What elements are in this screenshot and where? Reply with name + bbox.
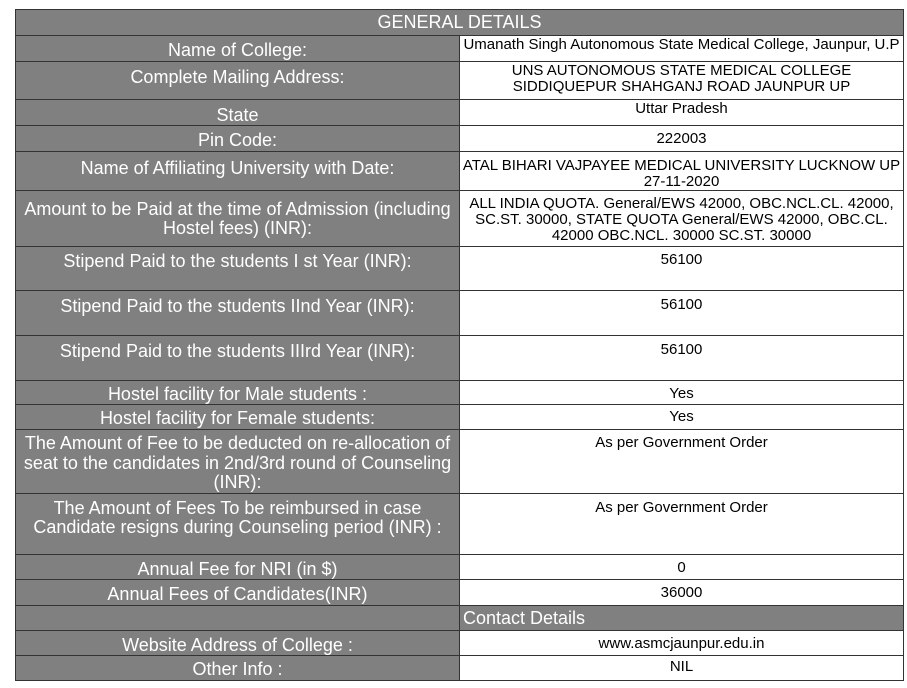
stipend-year3-value: 56100 [460,335,904,380]
annual-fee-value: 36000 [460,580,904,606]
hostel-male-label: Hostel facility for Male students : [16,380,460,405]
resign-reimburse-value: As per Government Order [460,493,904,554]
nri-fee-value: 0 [460,554,904,580]
table-row [16,430,904,494]
reallocation-fee-value: As per Government Order [460,430,904,494]
table-row [16,61,904,99]
state-label: State [16,99,460,126]
stipend-year3-label: Stipend Paid to the students IIIrd Year (INR): [16,335,460,380]
table-row [16,126,904,152]
pin-code-value: 222003 [460,126,904,152]
contact-header-row [16,605,904,630]
section-title: GENERAL DETAILS [16,10,904,36]
stipend-year1-value: 56100 [460,246,904,290]
contact-header-spacer [16,605,460,630]
pin-code-label: Pin Code: [16,126,460,152]
table-row [16,656,904,681]
table-row [16,380,904,405]
table-row [16,190,904,246]
table-row [16,405,904,430]
table-row [16,630,904,656]
nri-fee-label: Annual Fee for NRI (in $) [16,554,460,580]
mailing-address-label: Complete Mailing Address: [16,61,460,99]
table-row [16,580,904,606]
other-info-label: Other Info : [16,656,460,681]
stipend-year1-label: Stipend Paid to the students I st Year (INR): [16,246,460,290]
table-row [16,493,904,554]
college-name-label: Name of College: [16,36,460,62]
admission-amount-value: ALL INDIA QUOTA. General/EWS 42000, OBC.NCL.CL. 42000, SC.ST. 30000, STATE QUOTA General/EWS 42000, OBC.CL. 42000 OBC.NCL. 30000 SC.ST. 30000 [460,190,904,246]
table-row [16,246,904,290]
affiliating-university-label: Name of Affiliating University with Date: [16,151,460,190]
website-value: www.asmcjaunpur.edu.in [460,630,904,656]
affiliating-university-value: ATAL BIHARI VAJPAYEE MEDICAL UNIVERSITY LUCKNOW UP 27-11-2020 [460,151,904,190]
table-row [16,151,904,190]
hostel-female-value: Yes [460,405,904,430]
table-row [16,554,904,580]
annual-fee-label: Annual Fees of Candidates(INR) [16,580,460,606]
stipend-year2-label: Stipend Paid to the students IInd Year (INR): [16,290,460,335]
table-row [16,36,904,62]
contact-section-title: Contact Details [460,605,904,630]
table-row [16,335,904,380]
college-name-value: Umanath Singh Autonomous State Medical College, Jaunpur, U.P [460,36,904,62]
hostel-female-label: Hostel facility for Female students: [16,405,460,430]
resign-reimburse-label: The Amount of Fees To be reimbursed in case Candidate resigns during Counseling period (INR) : [16,493,460,554]
mailing-address-value: UNS AUTONOMOUS STATE MEDICAL COLLEGE SIDDIQUEPUR SHAHGANJ ROAD JAUNPUR UP [460,61,904,99]
table-row [16,99,904,126]
state-value: Uttar Pradesh [460,99,904,126]
website-label: Website Address of College : [16,630,460,656]
other-info-value: NIL [460,656,904,681]
table-row [16,290,904,335]
hostel-male-value: Yes [460,380,904,405]
stipend-year2-value: 56100 [460,290,904,335]
table-header-row [16,10,904,36]
admission-amount-label: Amount to be Paid at the time of Admission (including Hostel fees) (INR): [16,190,460,246]
reallocation-fee-label: The Amount of Fee to be deducted on re-allocation of seat to the candidates in 2nd/3rd round of Counseling (INR): [16,430,460,494]
general-details-table [15,9,904,681]
